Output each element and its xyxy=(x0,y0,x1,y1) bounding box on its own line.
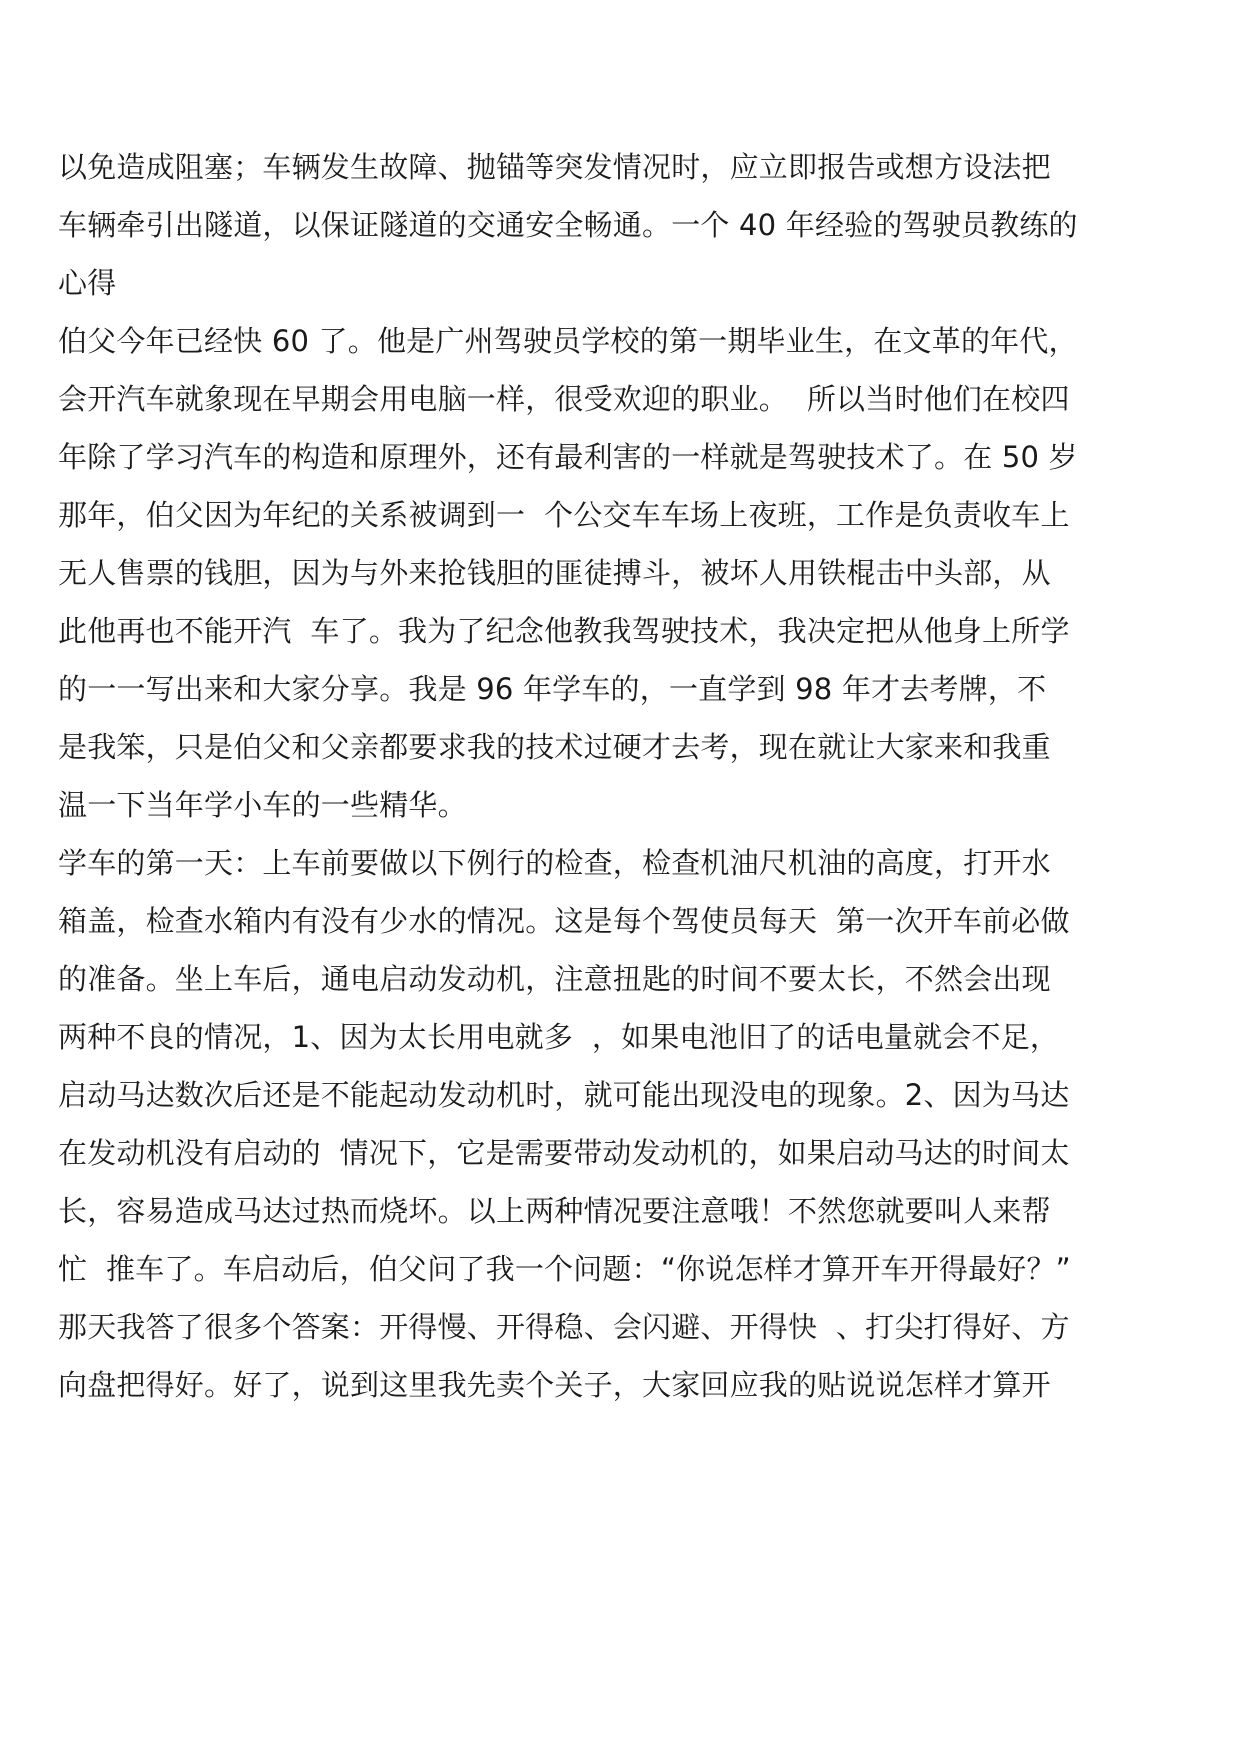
text-line: 以免造成阻塞；车辆发生故障、抛锚等突发情况时，应立即报告或想方设法把 xyxy=(58,150,1051,184)
text-line: 车辆牵引出隧道，以保证隧道的交通安全畅通。一个 40 年经验的驾驶员教练的 xyxy=(58,208,1078,242)
text-line: 年除了学习汽车的构造和原理外，还有最利害的一样就是驾驶技术了。在 50 岁 xyxy=(58,440,1078,474)
text-line: 此他再也不能开汽 车了。我为了纪念他教我驾驶技术，我决定把从他身上所学 xyxy=(58,614,1070,648)
text-line: 两种不良的情况，1、因为太长用电就多 ，如果电池旧了的话电量就会不足， xyxy=(58,1020,1060,1054)
text-line: 向盘把得好。好了，说到这里我先卖个关子，大家回应我的贴说说怎样才算开 xyxy=(58,1368,1051,1402)
text-line: 忙 推车了。车启动后，伯父问了我一个问题：“你说怎样才算开车开得最好？” xyxy=(58,1252,1071,1286)
text-line: 的准备。坐上车后，通电启动发动机，注意扭匙的时间不要太长，不然会出现 xyxy=(58,962,1051,996)
text-line: 那年，伯父因为年纪的关系被调到一 个公交车车场上夜班，工作是负责收车上 xyxy=(58,498,1070,532)
text-line: 心得 xyxy=(58,266,117,300)
text-line: 会开汽车就象现在早期会用电脑一样，很受欢迎的职业。 所以当时他们在校四 xyxy=(58,382,1070,416)
text-line: 温一下当年学小车的一些精华。 xyxy=(58,788,467,822)
text-line: 的一一写出来和大家分享。我是 96 年学车的，一直学到 98 年才去考牌，不 xyxy=(58,672,1047,706)
text-line: 启动马达数次后还是不能起动发动机时，就可能出现没电的现象。2、因为马达 xyxy=(58,1078,1070,1112)
text-line: 无人售票的钱胆，因为与外来抢钱胆的匪徒搏斗，被坏人用铁棍击中头部，从 xyxy=(58,556,1051,590)
text-line: 学车的第一天：上车前要做以下例行的检查，检查机油尺机油的高度，打开水 xyxy=(58,846,1051,880)
text-line: 是我笨，只是伯父和父亲都要求我的技术过硬才去考，现在就让大家来和我重 xyxy=(58,730,1051,764)
text-line: 伯父今年已经快 60 了。他是广州驾驶员学校的第一期毕业生，在文革的年代， xyxy=(58,324,1078,358)
text-line: 箱盖，检查水箱内有没有少水的情况。这是每个驾使员每天 第一次开车前必做 xyxy=(58,904,1070,938)
text-line: 那天我答了很多个答案：开得慢、开得稳、会闪避、开得快 、打尖打得好、方 xyxy=(58,1310,1070,1344)
text-line: 长，容易造成马达过热而烧坏。以上两种情况要注意哦！不然您就要叫人来帮 xyxy=(58,1194,1051,1228)
text-line: 在发动机没有启动的 情况下，它是需要带动发动机的，如果启动马达的时间太 xyxy=(58,1136,1070,1170)
